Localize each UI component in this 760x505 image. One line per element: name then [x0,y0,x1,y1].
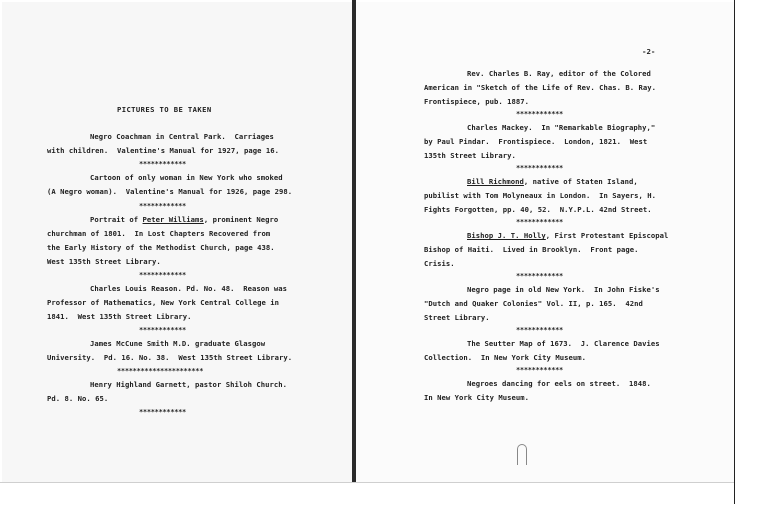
left-page [2,2,354,482]
entry-line: (A Negro woman). Valentine's Manual for 1926, page 298. [47,187,293,196]
entry-line: Professor of Mathematics, New York Central College in [47,298,279,307]
entry-line: Negroes dancing for eels on street. 1848. [467,379,651,388]
page-heading: PICTURES TO BE TAKEN [117,105,212,114]
separator: ************ [139,408,186,416]
separator: ************ [139,271,186,279]
entry-line: University. Pd. 16. No. 38. West 135th Street Library. [47,353,293,362]
underlined-name: Peter Williams [142,215,204,224]
entry-line: Henry Highland Garnett, pastor Shiloh Church. [90,380,287,389]
entry-line: 1841. West 135th Street Library. [47,312,192,321]
entry-line: the Early History of the Methodist Church, page 438. [47,243,275,252]
scan-bottom-edge [0,482,734,505]
entry-line: Rev. Charles B. Ray, editor of the Colored [467,69,651,78]
separator: ************ [516,164,563,172]
entry-line: with children. Valentine's Manual for 1927, page 16. [47,146,279,155]
separator: ************ [139,326,186,334]
entry-line: pubilist with Tom Molyneaux in London. In Sayers, H. [424,191,656,200]
entry-line [90,215,278,224]
page-number: -2- [642,47,656,56]
separator: ************ [516,326,563,334]
underlined-name: Bill Richmond [467,177,524,186]
entry-line: American in "Sketch of the Life of Rev. Chas. B. Ray. [424,83,656,92]
scan-edge [734,0,760,504]
entry-text: Portrait of [90,215,143,224]
entry-line: Bishop of Haiti. Lived in Brooklyn. Front page. [424,245,639,254]
underlined-name: Bishop J. T. Holly [467,231,546,240]
entry-text: , prominent Negro [203,215,279,224]
entry-line: "Dutch and Quaker Colonies" Vol. II, p. 165. 42nd [424,299,643,308]
entry-line [467,177,638,186]
entry-line: 135th Street Library. [424,151,516,160]
entry-line: Cartoon of only woman in New York who smoked [90,173,283,182]
entry-line: Charles Mackey. In "Remarkable Biography," [467,123,656,132]
entry-line: The Seutter Map of 1673. J. Clarence Davies [467,339,660,348]
entry-line: Negro Coachman in Central Park. Carriages [90,132,274,141]
entry-line: In New York City Museum. [424,393,530,402]
entry-line: West 135th Street Library. [47,257,161,266]
entry-line: Negro page in old New York. In John Fiske's [467,285,660,294]
separator-long: ********************** [117,367,204,375]
entry-line [467,231,668,240]
entry-line: Charles Louis Reason. Pd. No. 48. Reason was [90,284,287,293]
separator: ************ [516,366,563,374]
entry-line: Pd. 8. No. 65. [47,394,109,403]
entry-line: Fights Forgotten, pp. 40, 52. N.Y.P.L. 42nd Street. [424,205,652,214]
entry-line: James McCune Smith M.D. graduate Glasgow [90,339,266,348]
separator: ************ [139,160,186,168]
entry-line: by Paul Pindar. Frontispiece. London, 1821. West [424,137,648,146]
right-page [356,2,734,482]
entry-text: , native of Staten Island, [523,177,638,186]
entry-line: Street Library. [424,313,490,322]
entry-line: Collection. In New York City Museum. [424,353,586,362]
separator: ************ [516,110,563,118]
separator: ************ [516,272,563,280]
separator: ************ [516,218,563,226]
entry-line: Crisis. [424,259,455,268]
entry-line: churchman of 1801. In Lost Chapters Recovered from [47,229,271,238]
entry-line: Frontispiece, pub. 1887. [424,97,530,106]
scan-artifact [517,444,527,465]
separator: ************ [139,202,186,210]
entry-text: , First Protestant Episcopal [545,231,669,240]
